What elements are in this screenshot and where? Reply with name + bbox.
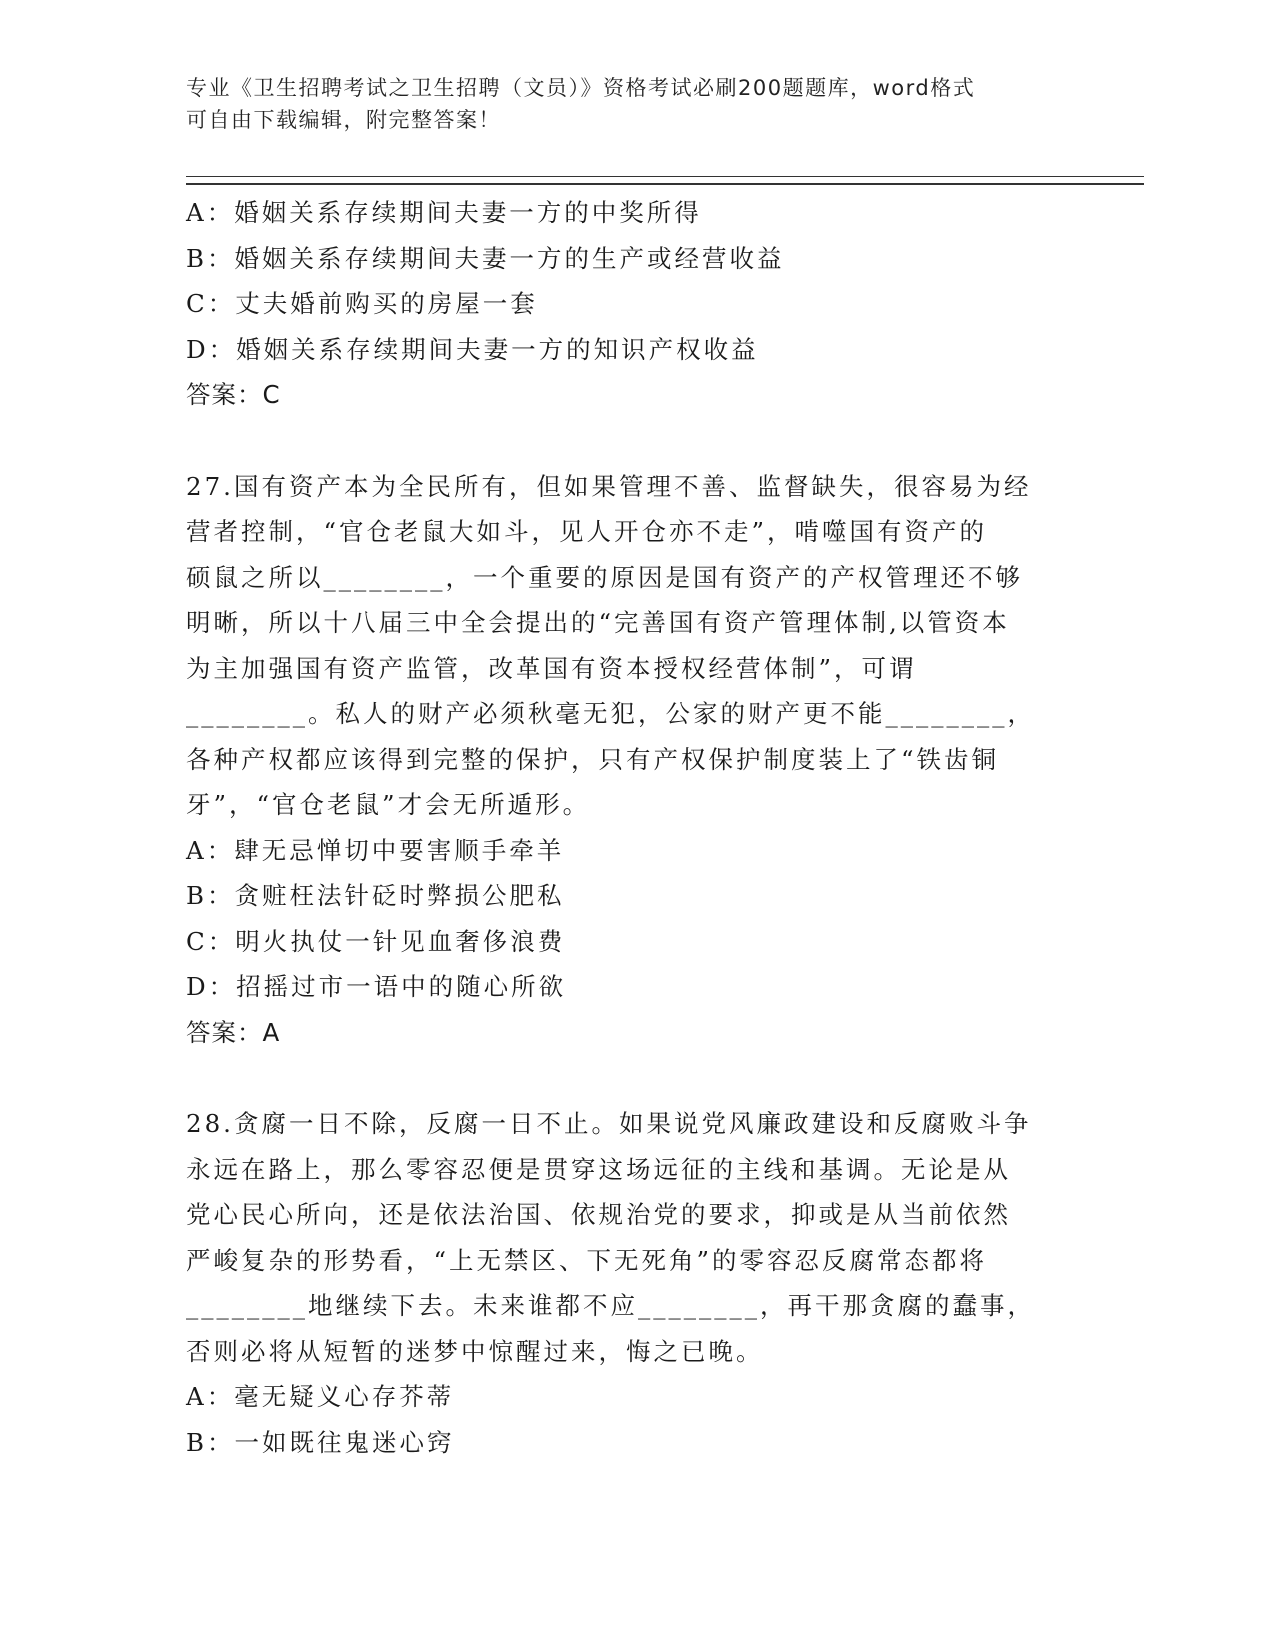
question-text-line: 永远在路上，那么零容忍便是贯穿这场远征的主线和基调。无论是从: [186, 1154, 1011, 1184]
question-text-line: 牙”，“官仓老鼠”才会无所遁形。: [186, 790, 591, 819]
question-28: [186, 1101, 1066, 1465]
question-text-line: 严峻复杂的形势看，“上无禁区、下无死角”的零容忍反腐常态都将: [186, 1245, 988, 1275]
question-text-line: 明晰，所以十八届三中全会提出的“完善国有资产管理体制,以管资本: [186, 608, 1010, 637]
option-c: C：明火执仗一针见血奢侈浪费: [186, 926, 566, 956]
question-text-line: 否则必将从短暂的迷梦中惊醒过来，悔之已晚。: [186, 1336, 764, 1366]
question-text-line: 硕鼠之所以________，一个重要的原因是国有资产的产权管理还不够: [186, 562, 1023, 592]
question-text-line: 27.国有资产本为全民所有，但如果管理不善、监督缺失，很容易为经: [186, 471, 1032, 501]
option-c: C：丈夫婚前购买的房屋一套: [186, 289, 538, 318]
answer: 答案：A: [186, 1017, 281, 1047]
header-divider: [186, 176, 1144, 185]
option-a: A：婚姻关系存续期间夫妻一方的中奖所得: [186, 198, 702, 227]
question-26-continued: [186, 190, 1066, 418]
question-27: [186, 464, 1066, 1056]
option-b: B：一如既往鬼迷心窍: [186, 1427, 455, 1457]
page-header: [186, 72, 1066, 136]
option-d: D：婚姻关系存续期间夫妻一方的知识产权收益: [186, 334, 759, 364]
question-text-line: ________。私人的财产必须秋毫无犯，公家的财产更不能________，: [186, 699, 1035, 728]
option-d: D：招摇过市一语中的随心所欲: [186, 972, 567, 1001]
header-title-line-2: 可自由下载编辑，附完整答案！: [186, 108, 501, 132]
answer: 答案：C: [186, 380, 281, 409]
question-text-line: 28.贪腐一日不除，反腐一日不止。如果说党风廉政建设和反腐败斗争: [186, 1109, 1032, 1138]
question-text-line: 营者控制，“官仓老鼠大如斗，见人开仓亦不走”，啃噬国有资产的: [186, 517, 988, 546]
question-text-line: 为主加强国有资产监管，改革国有资本授权经营体制”，可谓: [186, 653, 917, 683]
question-text-line: 党心民心所向，还是依法治国、依规治党的要求，抑或是从当前依然: [186, 1200, 1011, 1229]
option-a: A：毫无疑义心存芥蒂: [186, 1382, 455, 1411]
option-b: B：婚姻关系存续期间夫妻一方的生产或经营收益: [186, 243, 785, 273]
option-a: A：肆无忌惮切中要害顺手牵羊: [186, 835, 565, 865]
option-b: B：贪赃枉法针砭时弊损公肥私: [186, 881, 565, 910]
spacer: [186, 1055, 1066, 1101]
spacer: [186, 418, 1066, 464]
document-body: [186, 190, 1066, 1465]
question-text-line: 各种产权都应该得到完整的保护，只有产权保护制度装上了“铁齿铜: [186, 744, 1000, 774]
question-text-line: ________地继续下去。未来谁都不应________，再干那贪腐的蠢事，: [186, 1291, 1035, 1320]
header-title-line-1: 专业《卫生招聘考试之卫生招聘（文员）》资格考试必刷200题题库，word格式: [186, 76, 976, 100]
